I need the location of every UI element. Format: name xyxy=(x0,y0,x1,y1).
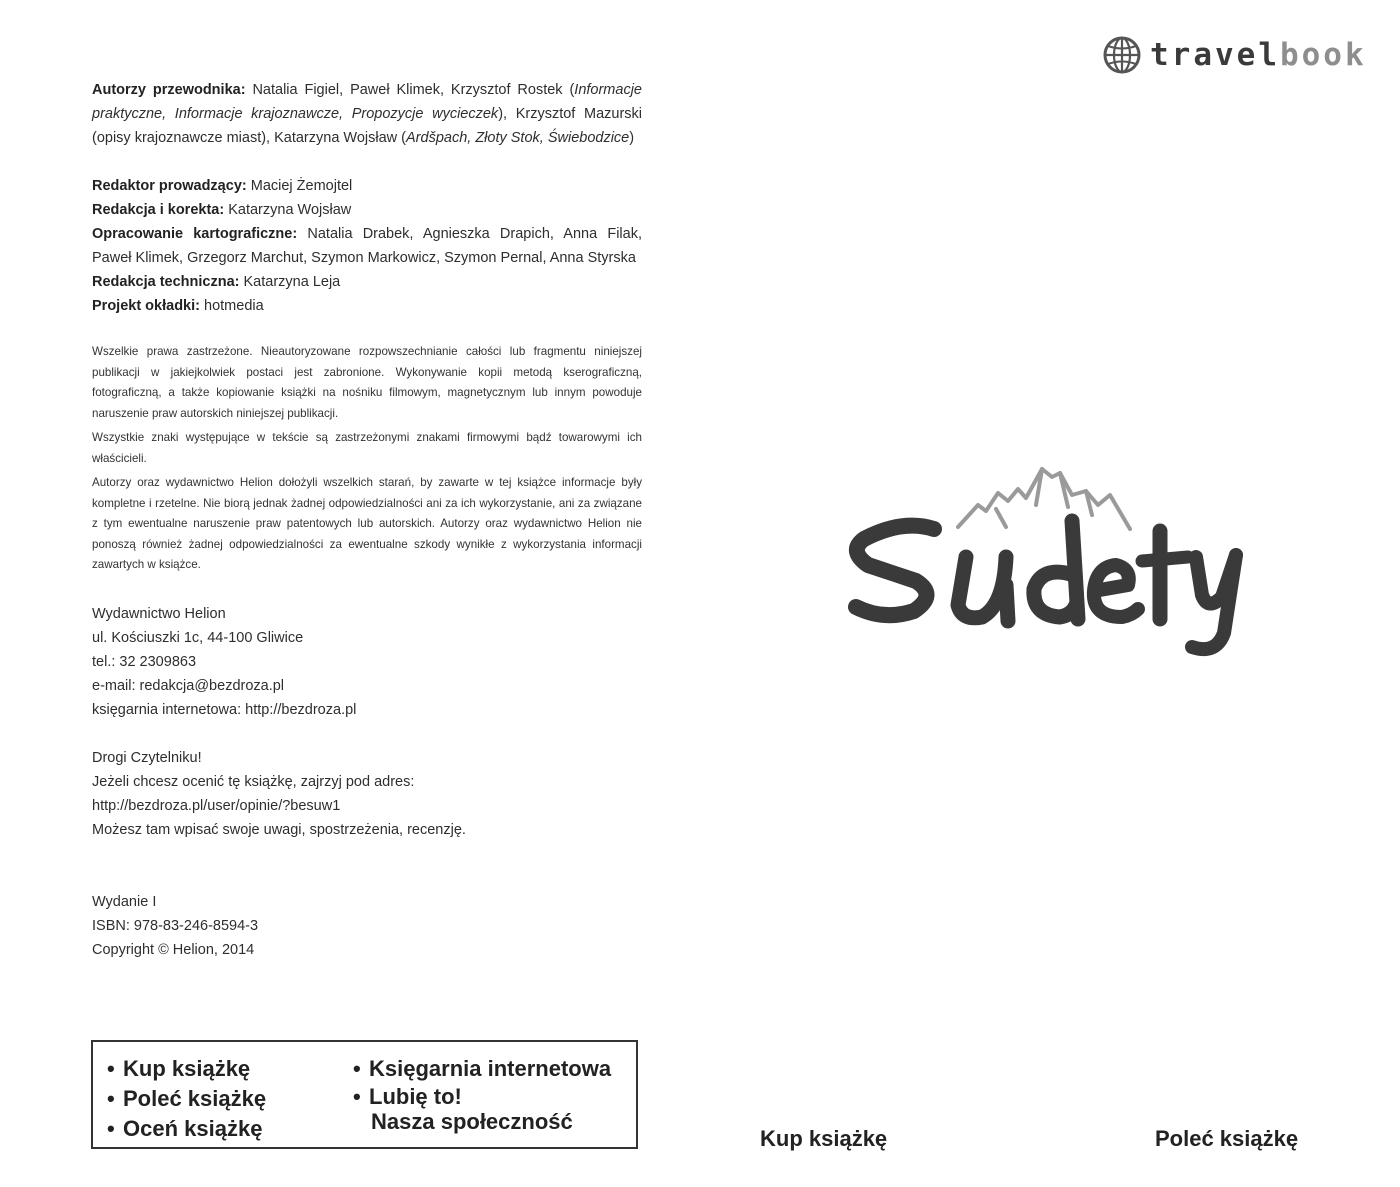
rights-paragraph-2: Wszystkie znaki występujące w tekście są zastrzeżonymi znakami firmowymi bądź towarowymi ich właścicieli. xyxy=(92,431,642,465)
credit-value: hotmedia xyxy=(204,298,264,314)
community-label: Nasza społeczność xyxy=(371,1109,573,1134)
credit-cartography xyxy=(92,222,642,270)
rights-paragraph-3: Autorzy oraz wydawnictwo Helion dołożyli wszelkich starań, by zawarte w tej książce informacje były kompletne i rzetelne. Nie biorą jednak żadnej odpowiedzialności ani za ich wykorzystanie, ani za związane z tym ewentualne naruszenie praw patentowych lub autorskich. Autorzy oraz wydawnictwo Helion nie ponoszą również żadnej odpowiedzialności za ewentualne szkody wynikłe z wykorzystania informacji zawartych w książce. xyxy=(92,476,642,571)
reader-remark: Możesz tam wpisać swoje uwagi, spostrzeżenia, recenzję. xyxy=(92,821,466,838)
rights-notice xyxy=(92,342,642,576)
bullet: • xyxy=(353,1084,361,1109)
links-box xyxy=(91,1040,638,1149)
link-label: Poleć książkę xyxy=(123,1086,267,1111)
credit-value: Maciej Żemojtel xyxy=(250,178,353,194)
credit-editor xyxy=(92,174,642,198)
authors-label: Autorzy przewodnika: xyxy=(92,82,246,98)
credit-technical xyxy=(92,270,642,294)
publisher-shop: księgarnia internetowa: http://bezdroza.pl xyxy=(92,701,357,718)
globe-icon xyxy=(1102,35,1142,75)
credit-label: Projekt okładki: xyxy=(92,298,200,314)
like-community-link[interactable] xyxy=(353,1084,611,1134)
reader-greeting: Drogi Czytelniku! xyxy=(92,749,202,766)
credit-label: Redakcja techniczna: xyxy=(92,274,240,290)
credit-label: Redaktor prowadzący: xyxy=(92,178,247,194)
credit-cover xyxy=(92,294,642,318)
link-label: Kup książkę xyxy=(123,1056,251,1081)
authors-text-2: ), Krzysztof Mazurski (opisy krajoznawcze miast), Katarzyna Wojsław ( xyxy=(92,106,643,146)
brand-name-part1: travel xyxy=(1150,37,1280,73)
reader-note xyxy=(92,746,642,842)
publisher-name: Wydawnictwo Helion xyxy=(92,605,226,622)
credit-proofreading xyxy=(92,198,642,222)
publisher-email: e-mail: redakcja@bezdroza.pl xyxy=(92,677,285,694)
brand-name-part2: book xyxy=(1279,37,1367,73)
link-label: Lubię to! xyxy=(369,1084,462,1109)
authors-italic-1: Informacje praktyczne, Informacje krajoznawcze, Propozycje wycieczek xyxy=(92,82,642,122)
link-label: Księgarnia internetowa xyxy=(369,1056,612,1081)
bullet: • xyxy=(107,1056,115,1081)
recommend-book-link[interactable] xyxy=(107,1084,266,1114)
link-label: Oceń książkę xyxy=(123,1116,263,1141)
credit-value: Katarzyna Leja xyxy=(243,274,341,290)
authors-italic-2: Ardšpach, Złoty Stok, Świebodzice xyxy=(406,130,630,146)
bullet: • xyxy=(353,1056,361,1081)
reader-url: http://bezdroza.pl/user/opinie/?besuw1 xyxy=(92,797,341,814)
authors-text-1: Natalia Figiel, Paweł Klimek, Krzysztof Rostek ( xyxy=(252,82,575,98)
buy-book-link[interactable] xyxy=(107,1054,266,1084)
imprint-column xyxy=(92,78,642,962)
publisher-address xyxy=(92,602,642,722)
credit-value: Katarzyna Wojsław xyxy=(228,202,352,218)
reader-prompt: Jeżeli chcesz ocenić tę książkę, zajrzyj pod adres: xyxy=(92,773,415,790)
rights-paragraph-1: Wszelkie prawa zastrzeżone. Nieautoryzowane rozpowszechnianie całości lub fragmentu niniejszej publikacji w jakiejkolwiek postaci jest zabronione. Wykonywanie kopii metodą kserograficzną, fotograficzną, a także kopiowanie książki na nośniku filmowym, magnetycznym lub innym powoduje naruszenie praw autorskich niniejszej publikacji. xyxy=(92,345,642,420)
authors-paragraph xyxy=(92,78,642,150)
edition-number: Wydanie I xyxy=(92,893,157,910)
publisher-street: ul. Kościuszki 1c, 44-100 Gliwice xyxy=(92,629,304,646)
footer-recommend-book-link[interactable]: Poleć książkę xyxy=(1155,1126,1299,1151)
travelbook-logo xyxy=(1102,33,1367,77)
credit-label: Redakcja i korekta: xyxy=(92,202,225,218)
footer-buy-book-link[interactable]: Kup książkę xyxy=(760,1126,888,1151)
isbn: ISBN: 978-83-246-8594-3 xyxy=(92,917,259,934)
brand-name xyxy=(1150,37,1367,73)
bullet: • xyxy=(107,1086,115,1111)
authors-text-3: ) xyxy=(629,130,635,146)
credit-label: Opracowanie kartograficzne: xyxy=(92,226,298,242)
edition-info xyxy=(92,890,642,962)
copyright: Copyright © Helion, 2014 xyxy=(92,941,255,958)
links-column-left xyxy=(107,1054,266,1144)
online-bookstore-link[interactable] xyxy=(353,1054,611,1084)
publisher-phone: tel.: 32 2309863 xyxy=(92,653,197,670)
credit-value: Natalia Drabek, Agnieszka Drapich, Anna Filak, Paweł Klimek, Grzegorz Marchut, Szymon Markowicz, Szymon Pernal, Anna Styrska xyxy=(92,226,642,266)
cover-title-logo xyxy=(846,465,1246,665)
rate-book-link[interactable] xyxy=(107,1114,266,1144)
links-column-right xyxy=(353,1054,611,1134)
bullet: • xyxy=(107,1116,115,1141)
mountains-icon xyxy=(846,465,1246,665)
